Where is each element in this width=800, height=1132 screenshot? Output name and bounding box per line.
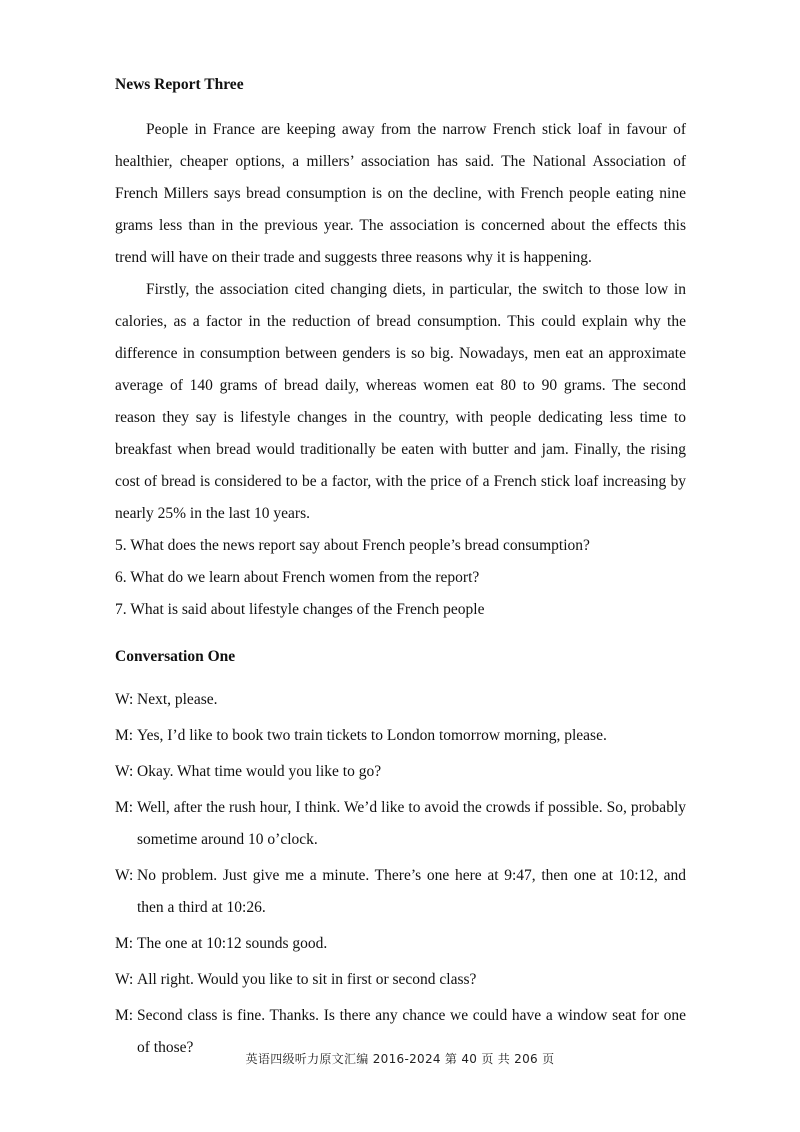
utterance-text: Okay. What time would you like to go? — [137, 763, 382, 780]
report-paragraph-1: People in France are keeping away from the narrow French stick loaf in favour of healthier, cheaper options, a millers’ association has said. The National Association of French Millers says bread consumption is on the decline, with French people eating nine grams less than in the previous year. The association is concerned about the effects this trend will have on their trade and suggests three reasons why it is happening. — [115, 121, 686, 266]
dialogue-line — [115, 928, 686, 960]
utterance-text: All right. Would you like to sit in first or second class? — [137, 971, 477, 988]
dialogue-line — [115, 792, 686, 856]
question-5: 5. What does the news report say about French people’s bread consumption? — [115, 537, 590, 554]
page-footer: 英语四级听力原文汇编 2016-2024 第 40 页 共 206 页 — [245, 1052, 555, 1066]
speaker-label: W: — [115, 867, 134, 884]
dialogue-line — [115, 860, 686, 924]
dialogue-line — [115, 756, 686, 788]
utterance-text: The one at 10:12 sounds good. — [137, 935, 328, 952]
utterance-text: Next, please. — [137, 691, 218, 708]
report-paragraph-2: Firstly, the association cited changing diets, in particular, the switch to those low in calories, as a factor in the reduction of bread consumption. This could explain why the difference in consumption between genders is so big. Nowadays, men eat an approximate average of 140 grams of bread daily, whereas women eat 80 to 90 grams. The second reason they say is lifestyle changes in the country, with people dedicating less time to breakfast when bread would traditionally be eaten with butter and jam. Finally, the rising cost of bread is considered to be a factor, with the price of a French stick loaf increasing by nearly 25% in the last 10 years. — [115, 281, 686, 522]
speaker-label: M: — [115, 727, 134, 744]
page-content — [115, 74, 686, 1068]
news-report-section — [115, 74, 686, 626]
dialogue-line — [115, 720, 686, 752]
dialogue — [115, 684, 686, 1064]
question-6: 6. What do we learn about French women from the report? — [115, 569, 480, 586]
dialogue-line — [115, 684, 686, 716]
dialogue-line — [115, 964, 686, 996]
utterance-text: No problem. Just give me a minute. There’s one here at 9:47, then one at 10:12, and then a third at 10:26. — [137, 867, 686, 916]
utterance-text: Yes, I’d like to book two train tickets to London tomorrow morning, please. — [137, 727, 607, 744]
speaker-label: M: — [115, 935, 134, 952]
speaker-label: M: — [115, 1007, 134, 1024]
conversation-section — [115, 646, 686, 1064]
news-report-heading: News Report Three — [115, 76, 244, 93]
conversation-heading: Conversation One — [115, 648, 236, 665]
question-7: 7. What is said about lifestyle changes of the French people — [115, 601, 485, 618]
speaker-label: M: — [115, 799, 134, 816]
speaker-label: W: — [115, 763, 134, 780]
utterance-text: Second class is fine. Thanks. Is there any chance we could have a window seat for one of those? — [137, 1007, 686, 1056]
utterance-text: Well, after the rush hour, I think. We’d like to avoid the crowds if possible. So, probably sometime around 10 o’clock. — [137, 799, 686, 848]
speaker-label: W: — [115, 691, 134, 708]
speaker-label: W: — [115, 971, 134, 988]
